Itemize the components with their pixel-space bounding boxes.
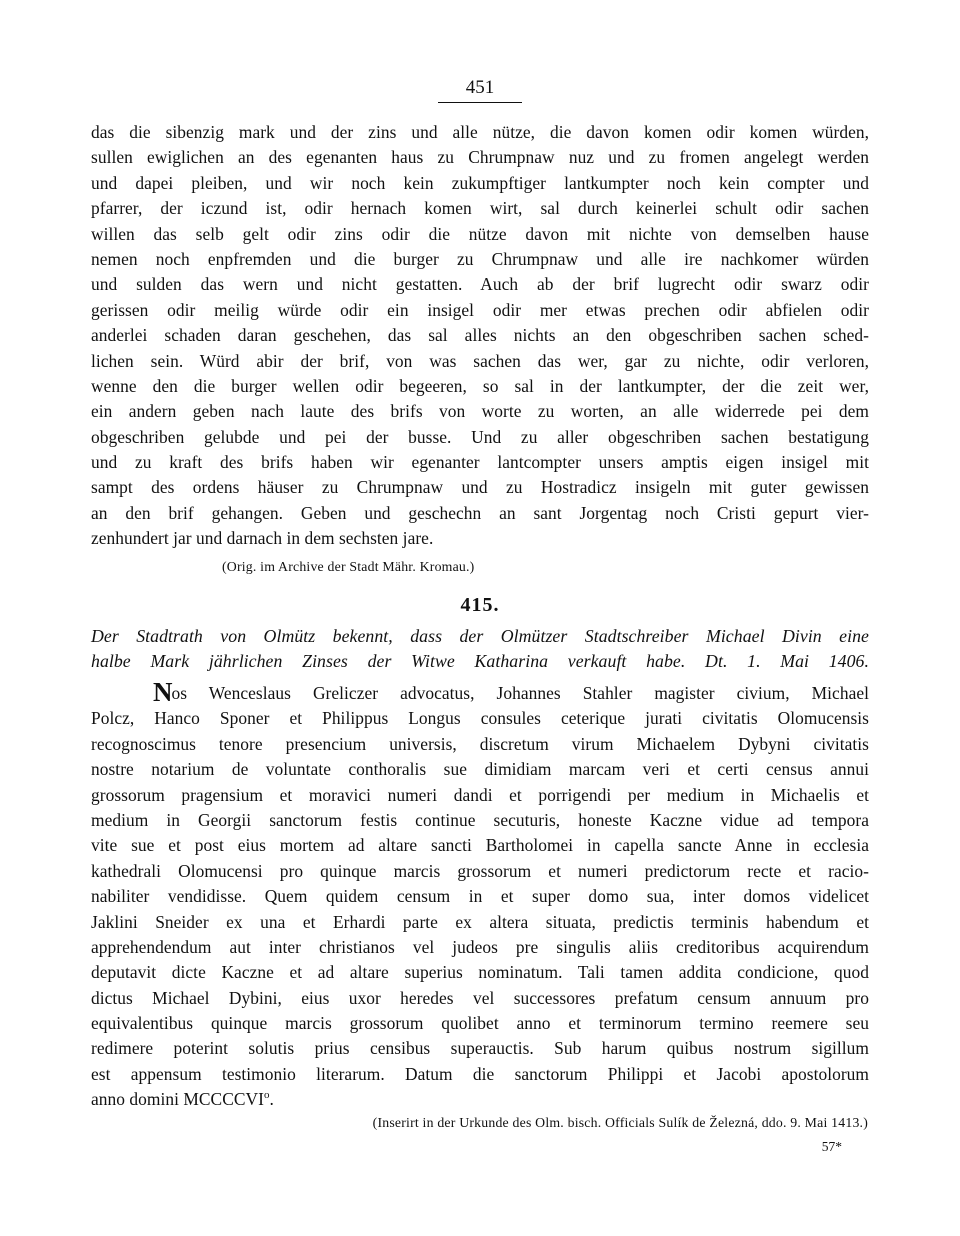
last-line-end: . bbox=[269, 1089, 274, 1110]
text-line: dictus Michael Dybini, eius uxor heredes vel successores prefatum censum annuum pro bbox=[91, 987, 869, 1008]
heading-line: halbe Mark jährlichen Zinses der Witwe Katharina verkauft habe. Dt. 1. Mai 1406. bbox=[91, 651, 869, 672]
text-line: grossorum pragensium et moravici numeri dandi et porrigendi per medium in Michaelis et bbox=[91, 784, 869, 805]
text-line: nabiliter vendidisse. Quem quidem censum in et super domo sua, inter domos videlicet bbox=[91, 886, 869, 907]
first-line-text: os Wenceslaus Greliczer advocatus, Johannes Stahler magister civium, Michael bbox=[171, 683, 869, 703]
text-line: wenne den die burger wellen odir begeeren, so sal in der lantkumpter, der die zeit wer, bbox=[91, 375, 869, 396]
text-line: lichen sein. Würd abir der brif, von was sachen das wer, gar zu nichte, odir verloren, bbox=[91, 350, 869, 371]
text-line: sampt des ordens häuser zu Chrumpnaw und zu Hostradicz insigeln mit guter gewissen bbox=[91, 477, 869, 498]
page-number: 451 bbox=[438, 76, 522, 103]
last-text-line bbox=[91, 1087, 869, 1112]
text-line: zenhundert jar und darnach in dem sechsten jare. bbox=[91, 528, 434, 549]
source-note-414: (Orig. im Archive der Stadt Mähr. Kromau.) bbox=[222, 559, 475, 574]
page-signature: 57* bbox=[821, 1139, 842, 1154]
text-line: anderlei schaden daran geschehen, das sal alles nichts an den obgeschriben sachen sched- bbox=[91, 325, 869, 346]
text-line: equivalentibus quinque marcis grossorum quolibet anno et terminorum termino reemere seu bbox=[91, 1013, 869, 1034]
text-line: und sulden das wern und nicht gestatten. Auch ab der brif lugrecht odir swarz odir bbox=[91, 274, 869, 295]
text-line: nostre notarium de voluntate conthoralis sue dimidiam marcam veri et certi census annui bbox=[91, 759, 869, 780]
text-line: und zu kraft des brifs haben wir egenanter lantcompter unsers amptis eigen insigel mit bbox=[91, 452, 869, 473]
text-line: Polcz, Hanco Sponer et Philippus Longus consules ceterique jurati civitatis Olomucensis bbox=[91, 708, 869, 729]
text-line: an den brif gehangen. Geben und geschechn an sant Jorgentag noch Cristi gepurt vier- bbox=[91, 502, 869, 523]
text-line: est appensum testimonio literarum. Datum die sanctorum Philippi et Jacobi apostolorum bbox=[91, 1063, 869, 1084]
document-number: 415. bbox=[460, 594, 500, 616]
first-text-line bbox=[91, 677, 869, 707]
text-line: das die sibenzig mark und der zins und alle nütze, die davon komen odir komen würden, bbox=[91, 122, 869, 142]
text-line: medium in Georgii sanctorum festis continue secuturis, honeste Kaczne vidue ad tempora bbox=[91, 809, 869, 830]
heading-line: Der Stadtrath von Olmütz bekennt, dass der Olmützer Stadtschreiber Michael Divin eine bbox=[91, 626, 869, 646]
initial-letter: N bbox=[153, 677, 172, 707]
text-line: obgeschriben gelubde und pei der busse. Und zu aller obgeschriben sachen bestatigung bbox=[91, 426, 869, 447]
text-line: vite sue et post eius mortem ad altare sancti Bartholomei in capella sancte Anne in ecclesia bbox=[91, 835, 869, 856]
text-line: ein andern geben nach laute des brifs von worte zu worten, an alle widerrede pei dem bbox=[91, 401, 869, 422]
document-414-text bbox=[91, 120, 869, 552]
text-line: apprehendendum aut inter christianos vel judeos pre singulis aliis creditoribus acquirendum bbox=[91, 936, 869, 957]
text-line: redimere poterint solutis prius censibus superauctis. Sub harum quibus nostrum sigillum bbox=[91, 1038, 869, 1059]
text-line: pfarrer, der iczund ist, odir hernach komen wirt, sal durch keinerlei schult odir sachen bbox=[91, 198, 869, 219]
text-line: und dapei pleiben, und wir noch kein zukumpftiger lantkumpter noch kein compter und bbox=[91, 172, 869, 193]
text-line: recognoscimus tenore presencium universis, discretum virum Michaelem Dybyni civitatis bbox=[91, 733, 869, 754]
text-line: sullen ewiglichen an des egenanten haus zu Chrumpnaw nuz und zu fromen angelegt werden bbox=[91, 147, 869, 168]
document-415-text bbox=[91, 677, 869, 1113]
text-line: nemen noch enpfremden und die burger zu Chrumpnaw und alle ire nachkomer würden bbox=[91, 248, 869, 269]
ordinal-superscript: o bbox=[263, 1089, 270, 1102]
text-line: kathedrali Olomucensi pro quinque marcis grossorum et numeri predictorum recte et racio- bbox=[91, 860, 869, 881]
text-line: deputavit dicte Kaczne et ad altare superius nominatum. Tali tamen addita condicione, quod bbox=[91, 962, 869, 983]
document-415-heading bbox=[91, 624, 869, 675]
text-line: gerissen odir meilig würde odir ein insigel odir mer etwas prechen odir abfielen odir bbox=[91, 299, 869, 320]
last-line-text: anno domini MCCCCVI bbox=[91, 1089, 264, 1110]
source-note-415: (Inserirt in der Urkunde des Olm. bisch. Officials Sulík de Železná, ddo. 9. Mai 1413.) bbox=[372, 1115, 868, 1130]
text-line: Jaklini Sneider ex una et Erhardi parte ex altera situata, predictis terminis habendum et bbox=[91, 911, 869, 932]
text-line: willen das selb gelt odir zins odir die nütze davon mit nichte von demselben hause bbox=[91, 223, 869, 244]
